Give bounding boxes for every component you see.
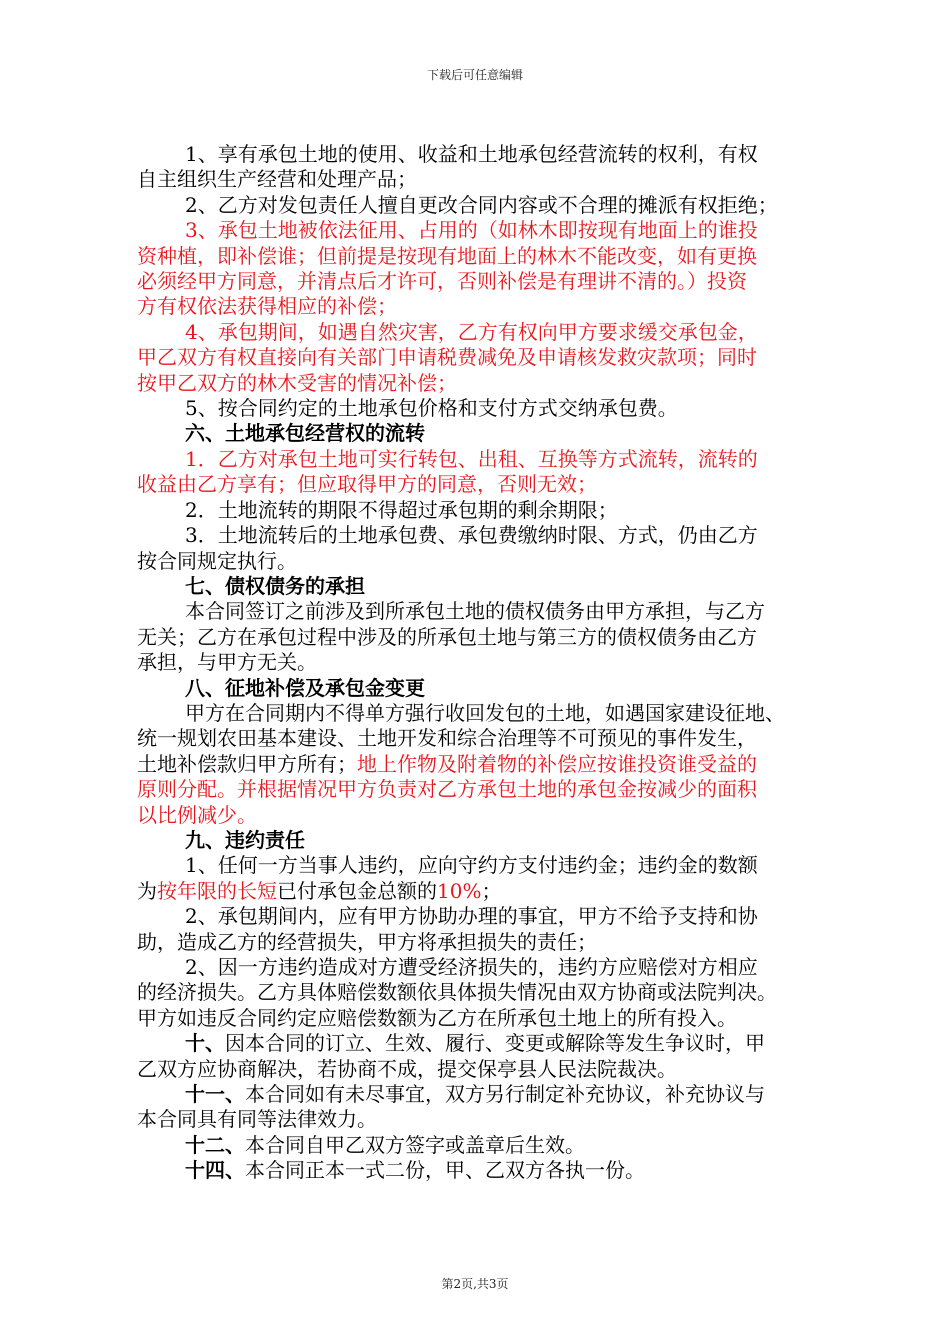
text-run-highlight: 地上作物及附着物的补偿应按谁投资谁受益的 bbox=[357, 751, 757, 776]
paragraph-line: 2、因一方违约造成对方遭受经济损失的，违约方应赔偿对方相应 bbox=[185, 955, 758, 979]
paragraph-line: 乙双方应协商解决，若协商不成，提交保亭县人民法院裁决。 bbox=[137, 1056, 677, 1081]
section-number: 十四、 bbox=[185, 1158, 245, 1183]
paragraph-line bbox=[137, 1082, 827, 1107]
paragraph-line: 1．乙方对承包土地可实行转包、出租、互换等方式流转，流转的 bbox=[185, 446, 758, 471]
section-number: 十二、 bbox=[185, 1132, 245, 1157]
paragraph-line: 本合同具有同等法律效力。 bbox=[137, 1107, 377, 1132]
document-body bbox=[137, 142, 827, 1184]
paragraph-line: 收益由乙方享有；但应取得甲方的同意，否则无效； bbox=[137, 472, 597, 497]
text-run: 因本合同的订立、生效、履行、变更或解除等发生争议时，甲 bbox=[225, 1031, 765, 1056]
paragraph-line: 本合同签订之前涉及到所承包土地的债权债务由甲方承担，与乙方 bbox=[185, 599, 765, 624]
paragraph-line: 2．土地流转的期限不得超过承包期的剩余期限； bbox=[185, 497, 618, 522]
paragraph-line: 3、承包土地被依法征用、占用的（如林木即按现有地面上的谁投 bbox=[185, 218, 758, 243]
paragraph-line: 承担，与甲方无关。 bbox=[137, 650, 317, 675]
text-run: 本合同正本一式二份，甲、乙双方各执一份。 bbox=[245, 1158, 645, 1183]
paragraph-line: 3．土地流转后的土地承包费、承包费缴纳时限、方式，仍由乙方 bbox=[185, 523, 758, 548]
paragraph-line: 1、任何一方当事人违约，应向守约方支付违约金；违约金的数额 bbox=[185, 853, 758, 878]
paragraph-line: 1、享有承包土地的使用、收益和土地承包经营流转的权利，有权 bbox=[185, 142, 758, 166]
paragraph-line bbox=[137, 752, 827, 777]
paragraph-line: 方有权依法获得相应的补偿； bbox=[137, 294, 397, 319]
paragraph-line bbox=[137, 1158, 827, 1183]
paragraph-line: 的经济损失。乙方具体赔偿数额依具体损失情况由双方协商或法院判决。 bbox=[137, 980, 777, 1005]
section-heading: 九、违约责任 bbox=[185, 827, 305, 852]
text-run: ； bbox=[481, 878, 502, 903]
text-run: 本合同自甲乙双方签字或盖章后生效。 bbox=[245, 1132, 585, 1157]
section-number: 十、 bbox=[185, 1031, 225, 1056]
paragraph-line: 自主组织生产经营和处理产品； bbox=[137, 167, 417, 192]
paragraph-line bbox=[137, 1133, 827, 1158]
paragraph-line bbox=[137, 879, 827, 904]
paragraph-line: 2、乙方对发包责任人擅自更改合同内容或不合理的摊派有权拒绝； bbox=[185, 192, 778, 217]
section-heading: 八、征地补偿及承包金变更 bbox=[185, 675, 425, 700]
text-run: 为 bbox=[137, 878, 157, 903]
paragraph-line: 按合同规定执行。 bbox=[137, 548, 297, 573]
paragraph-line: 助，造成乙方的经营损失，甲方将承担损失的责任； bbox=[137, 929, 597, 954]
paragraph-line: 4、承包期间，如遇自然灾害，乙方有权向甲方要求缓交承包金， bbox=[185, 319, 758, 344]
paragraph-line: 按甲乙双方的林木受害的情况补偿； bbox=[137, 370, 457, 395]
text-run: 已付承包金总额的 bbox=[277, 878, 437, 903]
paragraph-line: 甲乙双方有权直接向有关部门申请税费减免及申请核发救灾款项；同时 bbox=[137, 345, 757, 370]
text-run: 本合同如有未尽事宜，双方另行制定补充协议，补充协议与 bbox=[245, 1082, 765, 1107]
page-header: 下载后可任意编辑 bbox=[426, 68, 523, 82]
paragraph-line: 以比例减少。 bbox=[137, 802, 257, 827]
paragraph-line: 统一规划农田基本建设、土地开发和综合治理等不可预见的事件发生， bbox=[137, 726, 757, 751]
paragraph-line: 甲方在合同期内不得单方强行收回发包的土地，如遇国家建设征地、 bbox=[185, 700, 785, 725]
paragraph-line: 原则分配。并根据情况甲方负责对乙方承包土地的承包金按减少的面积 bbox=[137, 777, 757, 802]
paragraph-line: 资种植，即补偿谁；但前提是按现有地面上的林木不能改变，如有更换 bbox=[137, 243, 757, 268]
paragraph-line: 2、承包期间内，应有甲方协助办理的事宜，甲方不给予支持和协 bbox=[185, 904, 758, 929]
paragraph-line: 无关；乙方在承包过程中涉及的所承包土地与第三方的债权债务由乙方 bbox=[137, 624, 757, 649]
paragraph-line: 必须经甲方同意，并清点后才许可，否则补偿是有理讲不清的。）投资 bbox=[137, 269, 747, 294]
paragraph-line: 5、按合同约定的土地承包价格和支付方式交纳承包费。 bbox=[185, 396, 678, 421]
text-run-highlight: 按年限的长短 bbox=[157, 878, 277, 903]
paragraph-line bbox=[137, 1031, 827, 1056]
text-run: 土地补偿款归甲方所有； bbox=[137, 751, 357, 776]
page-footer: 第2页,共3页 bbox=[441, 1277, 509, 1291]
section-number: 十一、 bbox=[185, 1082, 245, 1107]
text-run-highlight: 10% bbox=[437, 878, 482, 903]
section-heading: 六、土地承包经营权的流转 bbox=[185, 421, 425, 446]
section-heading: 七、债权债务的承担 bbox=[185, 573, 365, 598]
paragraph-line: 甲方如违反合同约定应赔偿数额为乙方在所承包土地上的所有投入。 bbox=[137, 1005, 737, 1030]
